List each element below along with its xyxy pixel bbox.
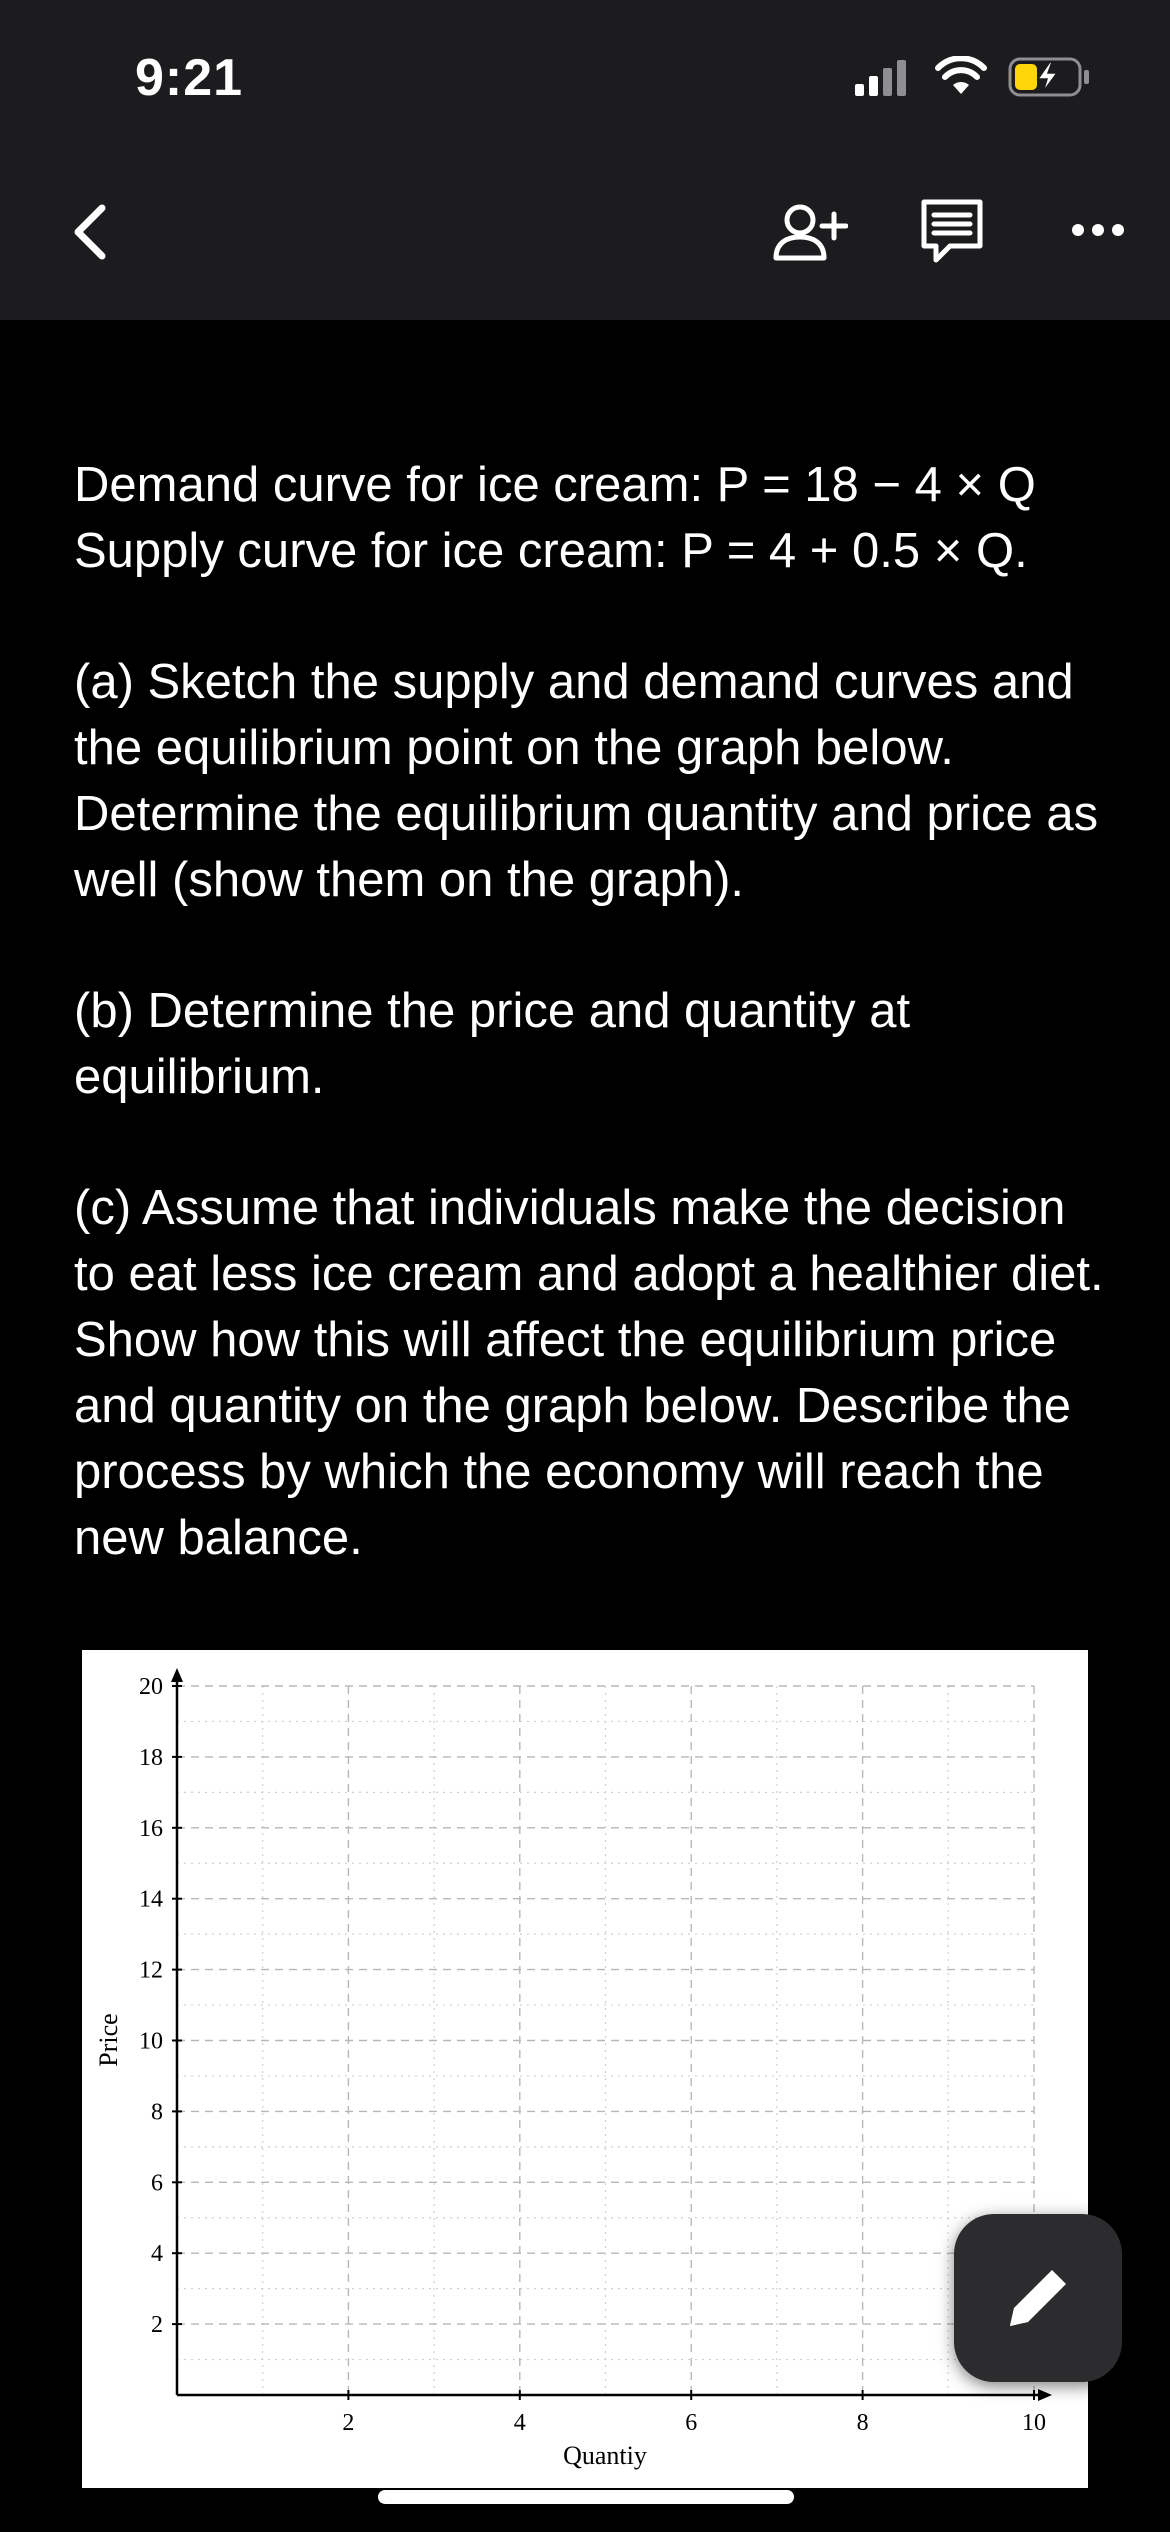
y-tick-label: 14: [139, 1886, 163, 1913]
x-tick-label: 10: [1022, 2410, 1046, 2436]
comment-icon[interactable]: [920, 198, 984, 264]
tick-labels: [139, 1674, 1046, 2436]
more-horizontal-icon[interactable]: [1070, 220, 1126, 240]
y-tick-label: 20: [139, 1674, 163, 1700]
pencil-icon: [996, 2256, 1080, 2340]
part-b-text: (b) Determine the price and quantity at equilibrium.: [74, 984, 911, 1104]
question-text: [74, 452, 1114, 1571]
chevron-left-icon[interactable]: [68, 200, 112, 264]
y-axis-label: Price: [94, 2013, 123, 2067]
x-tick-label: 2: [342, 2410, 355, 2436]
y-tick-label: 8: [151, 2099, 163, 2126]
nav-bar: [0, 152, 1170, 320]
y-tick-label: 18: [139, 1744, 163, 1771]
status-time: 9:21: [135, 49, 244, 107]
demand-equation: Demand curve for ice cream: P = 18 − 4 × Q: [74, 458, 1036, 512]
y-tick-label: 10: [139, 2028, 163, 2055]
edit-button[interactable]: [954, 2214, 1122, 2382]
supply-demand-graph[interactable]: [82, 1650, 1088, 2488]
add-person-icon[interactable]: [772, 200, 848, 264]
part-a-text: (a) Sketch the supply and demand curves and the equilibrium point on the graph below. Determine the equilibrium quantity and price as well (show them on the graph).: [74, 655, 1099, 907]
battery-charging-icon: [1008, 57, 1092, 97]
x-tick-label: 8: [856, 2410, 869, 2436]
equations: [74, 452, 1114, 584]
axes: [171, 1668, 1052, 2401]
y-tick-label: 12: [139, 1957, 163, 1984]
home-indicator: [378, 2490, 794, 2504]
x-axis-arrow: [1038, 2389, 1052, 2401]
y-tick-label: 6: [151, 2170, 163, 2197]
y-tick-label: 2: [151, 2312, 163, 2339]
x-tick-label: 4: [513, 2410, 526, 2436]
status-bar: [0, 0, 1170, 152]
x-tick-label: 6: [685, 2410, 698, 2436]
wifi-icon: [935, 56, 987, 96]
y-tick-label: 4: [151, 2241, 163, 2268]
x-axis-label: Quantiy: [563, 2441, 647, 2470]
y-tick-label: 16: [139, 1815, 163, 1842]
supply-equation: Supply curve for ice cream: P = 4 + 0.5 × Q.: [74, 524, 1028, 578]
cellular-signal-icon: [855, 60, 915, 96]
graph-svg: [82, 1650, 1088, 2488]
y-axis-arrow: [171, 1668, 183, 1682]
part-c-text: (c) Assume that individuals make the decision to eat less ice cream and adopt a healthier diet. Show how this will affect the equilibrium price and quantity on the graph below. Describe the process by which the economy will reach the new balance.: [74, 1181, 1104, 1565]
